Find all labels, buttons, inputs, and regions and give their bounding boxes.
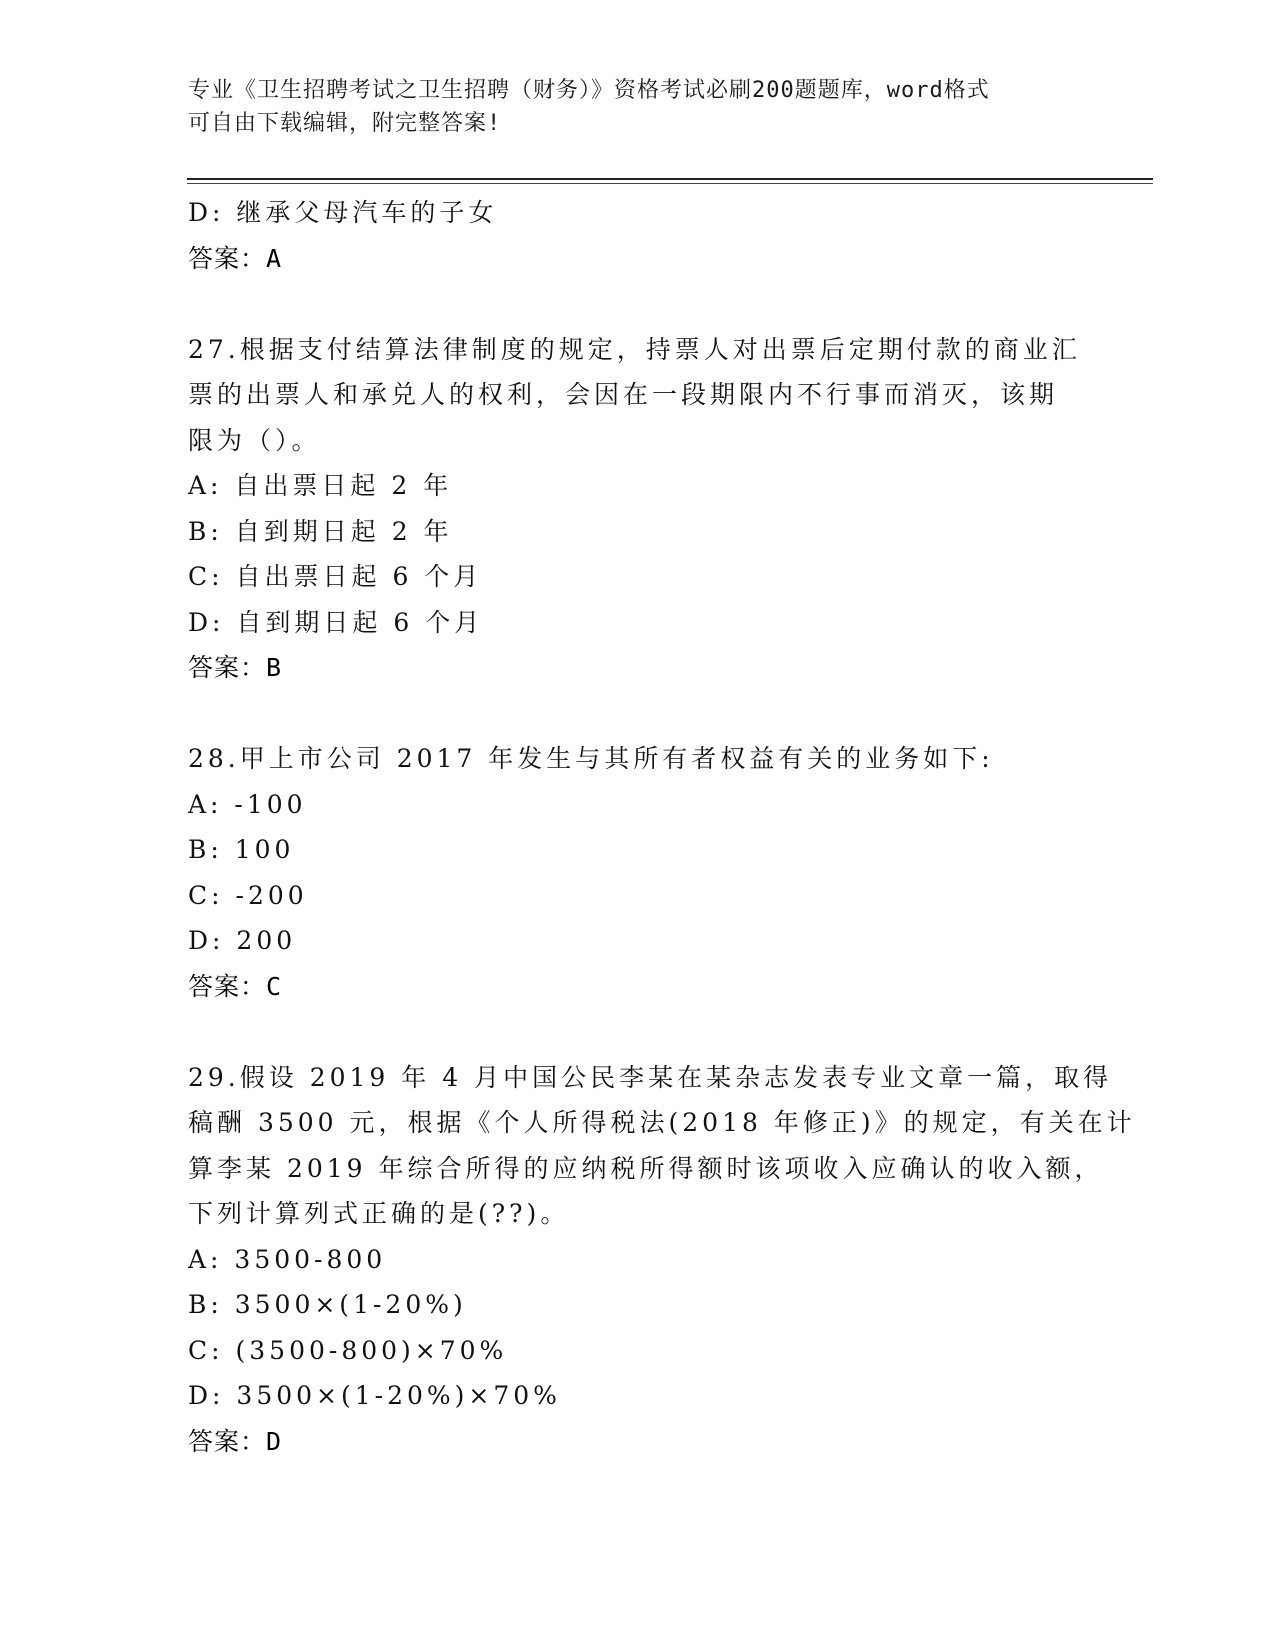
document-header bbox=[188, 74, 1088, 140]
spacer bbox=[188, 281, 1088, 327]
option-b: B: 100 bbox=[188, 835, 295, 864]
question-29 bbox=[188, 1055, 1136, 1465]
option-b: B: 自到期日起 2 年 bbox=[188, 516, 453, 546]
option-c: C: -200 bbox=[188, 880, 308, 910]
question-stem: 下列计算列式正确的是(??)。 bbox=[188, 1199, 570, 1228]
header-divider-thin bbox=[187, 183, 1153, 184]
answer-line: 答案：D bbox=[188, 1426, 283, 1456]
option-c: C: (3500-800)×70% bbox=[188, 1335, 508, 1365]
option-c: C: 自出票日起 6 个月 bbox=[188, 562, 483, 591]
question-stem: 限为（）。 bbox=[188, 425, 321, 455]
header-line-1: 专业《卫生招聘考试之卫生招聘（财务）》资格考试必刷200题题库，word格式 bbox=[188, 78, 990, 103]
question-28 bbox=[188, 736, 1088, 1009]
option-d: D: 自到期日起 6 个月 bbox=[188, 607, 484, 637]
question-stem: 29.假设 2019 年 4 月中国公民李某在某杂志发表专业文章一篇，取得 bbox=[188, 1062, 1113, 1092]
answer-line: 答案：A bbox=[188, 243, 283, 273]
option-a: A: 3500-800 bbox=[188, 1244, 387, 1274]
question-stem: 票的出票人和承兑人的权利，会因在一段期限内不行事而消灭，该期 bbox=[188, 380, 1059, 409]
option-b: B: 3500×(1-20%) bbox=[188, 1290, 467, 1319]
question-stem: 算李某 2019 年综合所得的应纳税所得额时该项收入应确认的收入额， bbox=[188, 1153, 1104, 1183]
option-d: D: 200 bbox=[188, 926, 297, 955]
answer-line: 答案：B bbox=[188, 653, 283, 682]
header-divider-thick bbox=[187, 178, 1153, 180]
header-line-2: 可自由下载编辑，附完整答案! bbox=[188, 111, 502, 136]
question-27 bbox=[188, 327, 1088, 691]
spacer bbox=[188, 1009, 1088, 1055]
question-stem: 稿酬 3500 元，根据《个人所得税法(2018 年修正)》的规定，有关在计 bbox=[188, 1108, 1136, 1137]
option-a: A: -100 bbox=[188, 789, 307, 819]
option-d: D: 3500×(1-20%)×70% bbox=[188, 1381, 561, 1410]
previous-question-tail bbox=[188, 190, 1088, 281]
question-stem: 28.甲上市公司 2017 年发生与其所有者权益有关的业务如下: bbox=[188, 744, 994, 773]
option-a: A: 自出票日起 2 年 bbox=[188, 471, 453, 500]
option-d: D: 继承父母汽车的子女 bbox=[188, 198, 498, 227]
spacer bbox=[188, 691, 1088, 737]
question-stem: 27.根据支付结算法律制度的规定，持票人对出票后定期付款的商业汇 bbox=[188, 334, 1081, 364]
question-content bbox=[188, 190, 1136, 1464]
answer-line: 答案：C bbox=[188, 971, 283, 1001]
